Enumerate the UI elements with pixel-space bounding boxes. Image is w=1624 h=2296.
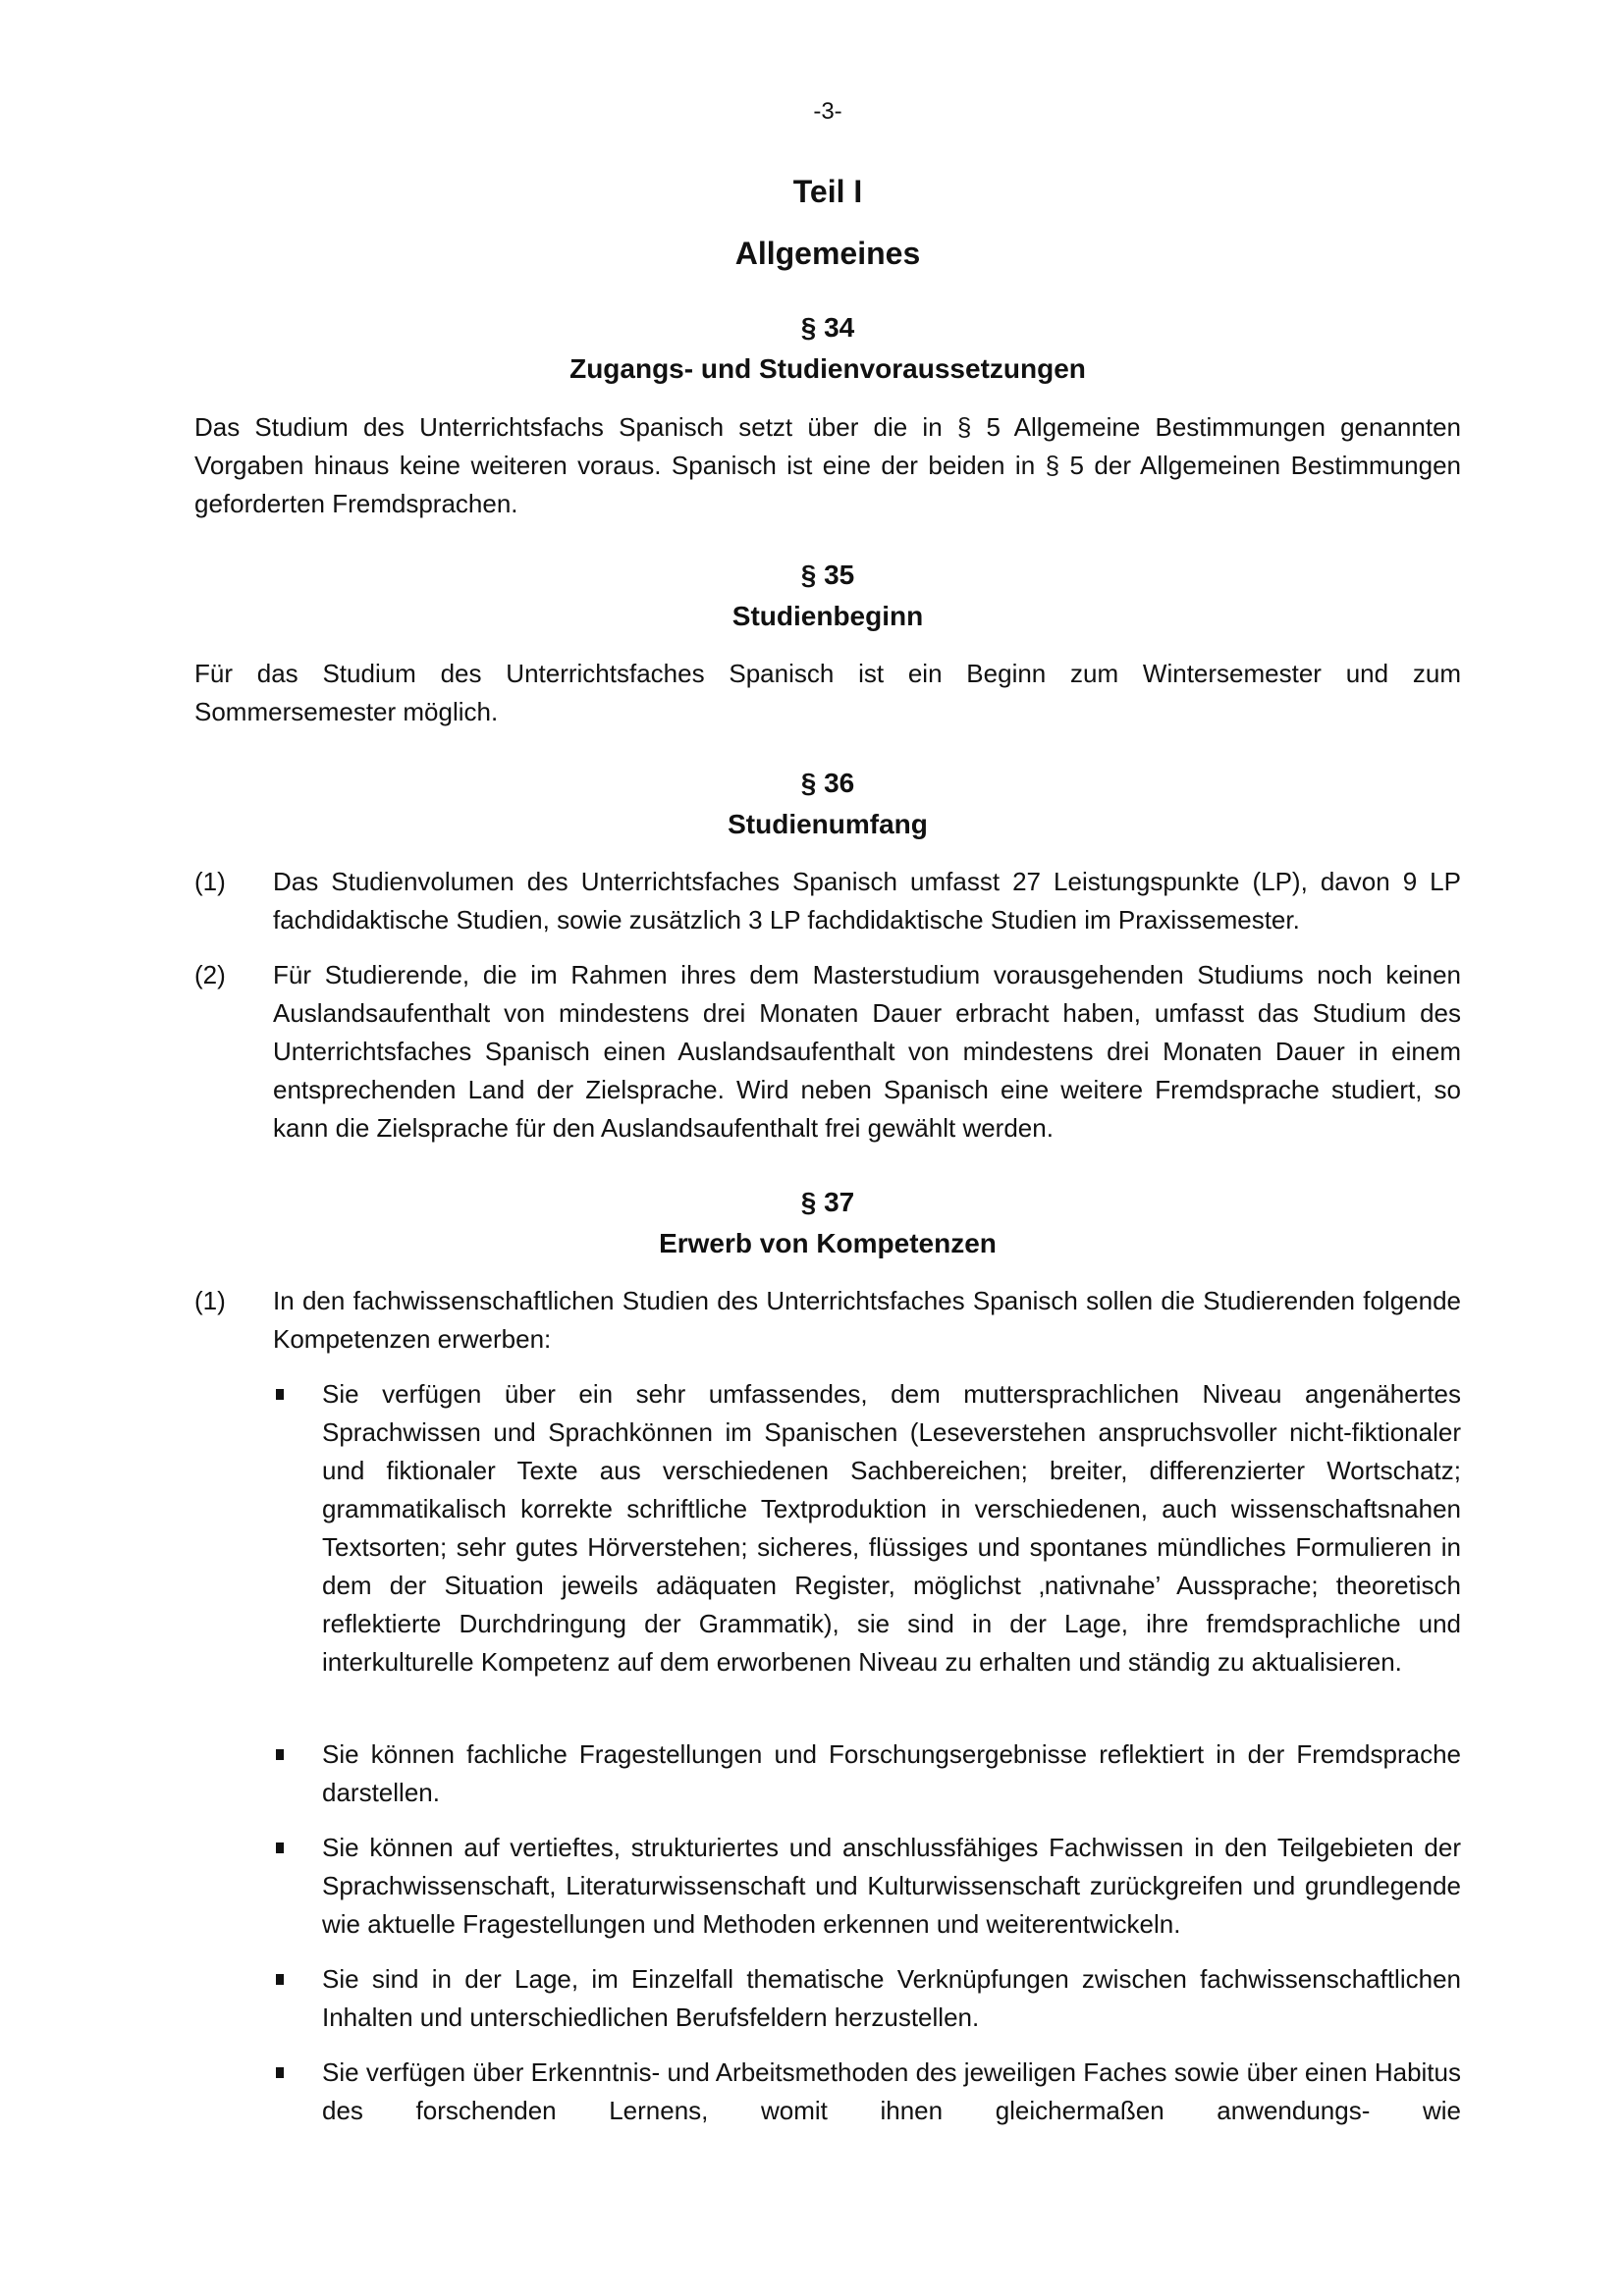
section-number: § 36 <box>800 768 855 798</box>
section-title: Zugangs- und Studienvoraussetzungen <box>569 353 1086 384</box>
section-number: § 35 <box>800 560 855 590</box>
part-heading: Teil I <box>792 174 863 209</box>
section-title: Erwerb von Kompetenzen <box>659 1228 997 1258</box>
item-label: (2) <box>194 960 226 989</box>
item-label: (1) <box>194 1286 226 1315</box>
section-paragraph: Das Studium des Unterrichtsfachs Spanisch setzt über die in § 5 Allgemeine Bestimmungen genannten Vorgaben hinaus keine weiteren voraus. Spanisch ist eine der beiden in § 5 der Allgemeinen Bestimmungen geforderten Fremdsprachen. <box>194 412 1461 518</box>
bullet-item <box>276 2054 1461 2130</box>
bullet-icon <box>276 1389 284 1400</box>
numbered-item <box>194 863 1461 939</box>
item-text: Für Studierende, die im Rahmen ihres dem Masterstudium vorausgehenden Studiums noch keinen Auslandsaufenthalt von mindestens drei Monaten Dauer erbracht haben, umfasst das Studium des Unterrichtsfaches Spanisch einen Auslandsaufenthalt von mindestens drei Monaten Dauer in einem entsprechenden Land der Zielsprache. Wird neben Spanisch eine weitere Fremdsprache studiert, so kann die Zielsprache für den Auslandsaufenthalt frei gewählt werden. <box>273 960 1461 1143</box>
bullet-icon <box>276 1842 284 1853</box>
section-title: Studienumfang <box>728 809 928 839</box>
section-number: § 34 <box>800 312 855 343</box>
bullet-text: Sie verfügen über Erkenntnis- und Arbeitsmethoden des jeweiligen Faches sowie über einen Habitus des forschenden Lernens, womit ihnen gleichermaßen anwendungs- wie <box>322 2057 1461 2125</box>
item-label: (1) <box>194 867 226 896</box>
bullet-text: Sie verfügen über ein sehr umfassendes, dem muttersprachlichen Niveau angenähertes Sprachwissen und Sprachkönnen im Spanischen (Leseverstehen anspruchsvoller nicht-fiktionaler und fiktionaler Texte aus verschiedenen Sachbereichen; breiter, differenzierter Wortschatz; grammatikalisch korrekte schriftliche Textproduktion in verschiedenen, auch wissenschaftsnahen Textsorten; sehr gutes Hörverstehen; sicheres, flüssiges und spontanes mündliches Formulieren in dem der Situation jeweils adäquaten Register, möglichst ‚nativnahe’ Aussprache; theoretisch reflektierte Durchdringung der Grammatik), sie sind in der Lage, ihre fremdsprachliche und interkulturelle Kompetenz auf dem erworbenen Niveau zu erhalten und ständig zu aktualisieren. <box>322 1379 1461 1677</box>
bullet-item <box>276 1375 1461 1682</box>
section-number: § 37 <box>800 1187 855 1217</box>
bullet-item <box>276 1829 1461 1944</box>
bullet-icon <box>276 2067 284 2078</box>
numbered-item <box>194 956 1461 1148</box>
bullet-text: Sie können fachliche Fragestellungen und Forschungsergebnisse reflektiert in der Fremdsprache darstellen. <box>322 1739 1461 1807</box>
bullet-icon <box>276 1974 284 1985</box>
page-number: -3- <box>813 98 842 125</box>
bullet-text: Sie sind in der Lage, im Einzelfall thematische Verknüpfungen zwischen fachwissenschaftlichen Inhalten und unterschiedlichen Berufsfeldern herzustellen. <box>322 1964 1461 2032</box>
numbered-item <box>194 1282 1461 1359</box>
section-title: Studienbeginn <box>731 601 924 631</box>
section-paragraph: Für das Studium des Unterrichtsfaches Spanisch ist ein Beginn zum Wintersemester und zum Sommersemester möglich. <box>194 659 1461 726</box>
bullet-icon <box>276 1749 284 1760</box>
bullet-text: Sie können auf vertieftes, strukturiertes und anschlussfähiges Fachwissen in den Teilgebieten der Sprachwissenschaft, Literaturwissenschaft und Kulturwissenschaft zurückgreifen und grundlegende wie aktuelle Fragestellungen und Methoden erkennen und weiterentwickeln. <box>322 1833 1461 1939</box>
bullet-item <box>276 1735 1461 1812</box>
bullet-item <box>276 1960 1461 2037</box>
part-title: Allgemeines <box>734 236 921 271</box>
item-text: In den fachwissenschaftlichen Studien des Unterrichtsfaches Spanisch sollen die Studierenden folgende Kompetenzen erwerben: <box>273 1286 1461 1354</box>
item-text: Das Studienvolumen des Unterrichtsfaches Spanisch umfasst 27 Leistungspunkte (LP), davon 9 LP fachdidaktische Studien, sowie zusätzlich 3 LP fachdidaktische Studien im Praxissemester. <box>273 867 1461 934</box>
